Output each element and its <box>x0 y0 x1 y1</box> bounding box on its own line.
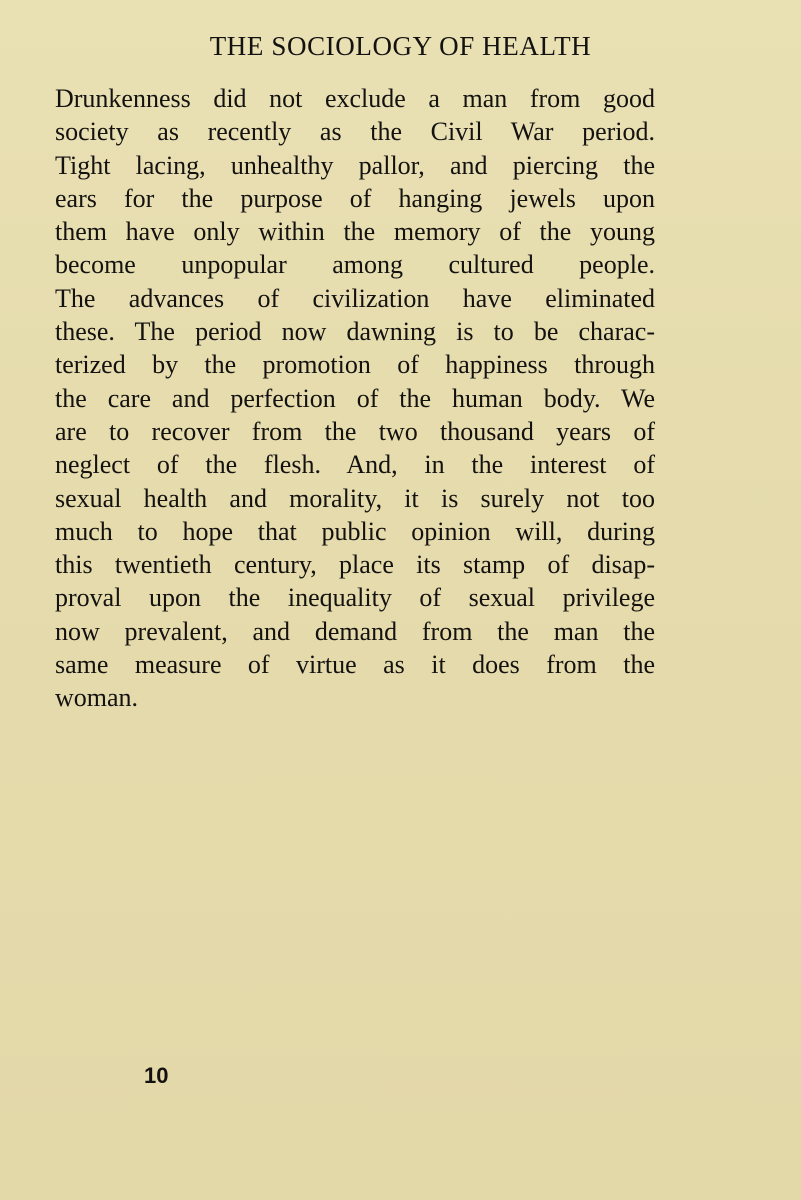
text-line: this twentieth century, place its stamp of disap- <box>55 550 655 580</box>
text-line: terized by the promotion of happiness through <box>55 350 655 380</box>
text-line: woman. <box>55 683 139 713</box>
text-line: now prevalent, and demand from the man the <box>55 616 655 646</box>
text-line: Tight lacing, unhealthy pallor, and piercing the <box>55 150 655 180</box>
text-line: same measure of virtue as it does from the <box>55 650 655 680</box>
page-number: 10 <box>144 1063 169 1088</box>
text-line: these. The period now dawning is to be charac- <box>55 317 655 347</box>
text-line: Drunkenness did not exclude a man from good <box>55 84 655 113</box>
text-line: ears for the purpose of hanging jewels upon <box>55 183 655 213</box>
text-line: them have only within the memory of the young <box>55 217 655 247</box>
body-paragraph <box>55 82 655 715</box>
text-line: neglect of the flesh. And, in the interest of <box>55 450 655 480</box>
text-line: proval upon the inequality of sexual privilege <box>55 583 655 613</box>
text-line: society as recently as the Civil War period. <box>55 117 655 147</box>
text-line: become unpopular among cultured people. <box>55 250 655 280</box>
text-line: the care and perfection of the human body. We <box>55 383 655 413</box>
running-head: THE SOCIOLOGY OF HEALTH <box>209 31 592 61</box>
text-line: sexual health and morality, it is surely not too <box>55 483 655 513</box>
text-line: are to recover from the two thousand years of <box>55 416 655 446</box>
text-line: The advances of civilization have eliminated <box>55 283 655 313</box>
text-line: much to hope that public opinion will, during <box>55 516 655 546</box>
